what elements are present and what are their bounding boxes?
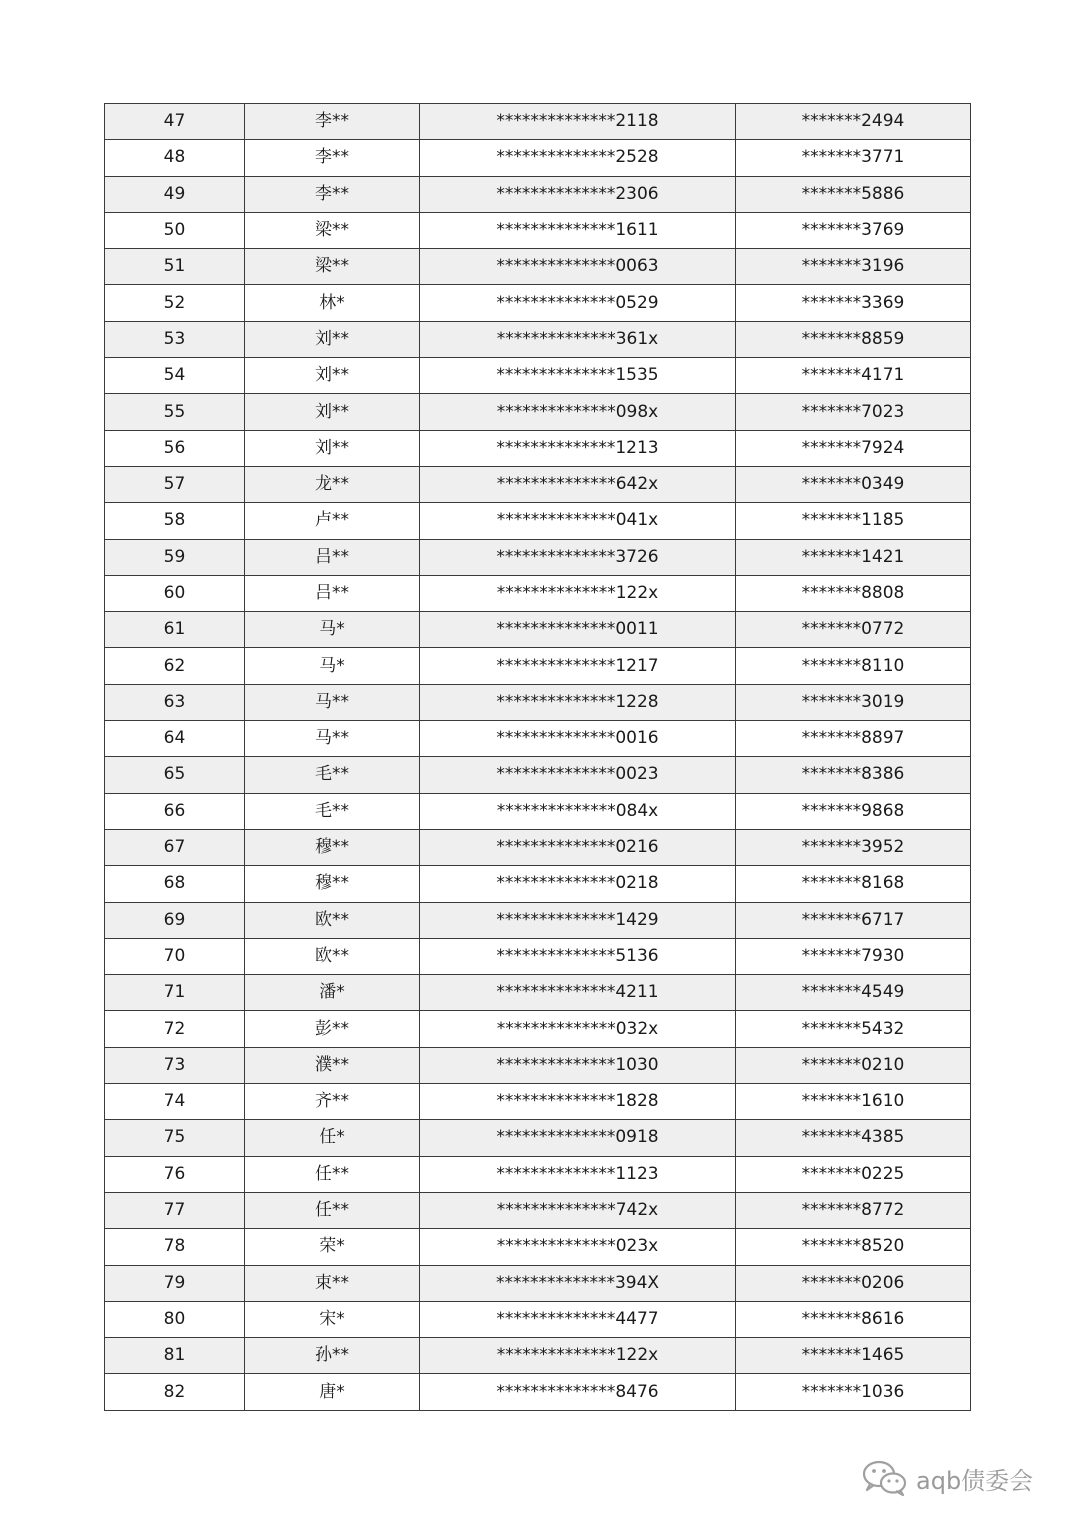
row-number-cell: 61 [105, 612, 245, 648]
name-cell: 彭** [245, 1011, 420, 1047]
name-cell: 任** [245, 1192, 420, 1228]
id-number-cell: **************122x [420, 575, 736, 611]
name-cell: 刘** [245, 394, 420, 430]
phone-number-cell: *******1036 [736, 1374, 971, 1410]
row-number-cell: 54 [105, 358, 245, 394]
phone-number-cell: *******8772 [736, 1192, 971, 1228]
table-row [105, 321, 971, 357]
phone-number-cell: *******8859 [736, 321, 971, 357]
table-row [105, 829, 971, 865]
phone-number-cell: *******5886 [736, 176, 971, 212]
id-number-cell: **************0529 [420, 285, 736, 321]
table-row [105, 104, 971, 140]
name-cell: 欧** [245, 902, 420, 938]
phone-number-cell: *******8110 [736, 648, 971, 684]
phone-number-cell: *******7930 [736, 938, 971, 974]
id-number-cell: **************098x [420, 394, 736, 430]
id-number-cell: **************1429 [420, 902, 736, 938]
row-number-cell: 53 [105, 321, 245, 357]
table-row [105, 866, 971, 902]
name-cell: 马** [245, 721, 420, 757]
row-number-cell: 63 [105, 684, 245, 720]
row-number-cell: 49 [105, 176, 245, 212]
id-number-cell: **************742x [420, 1192, 736, 1228]
phone-number-cell: *******4171 [736, 358, 971, 394]
name-cell: 孙** [245, 1338, 420, 1374]
phone-number-cell: *******5432 [736, 1011, 971, 1047]
phone-number-cell: *******7924 [736, 430, 971, 466]
creditor-table [104, 103, 971, 1411]
id-number-cell: **************8476 [420, 1374, 736, 1410]
row-number-cell: 75 [105, 1120, 245, 1156]
id-number-cell: **************0023 [420, 757, 736, 793]
name-cell: 刘** [245, 358, 420, 394]
id-number-cell: **************1217 [420, 648, 736, 684]
id-number-cell: **************0218 [420, 866, 736, 902]
row-number-cell: 50 [105, 212, 245, 248]
table-row [105, 1011, 971, 1047]
name-cell: 束** [245, 1265, 420, 1301]
table-row [105, 1301, 971, 1337]
name-cell: 刘** [245, 430, 420, 466]
phone-number-cell: *******3369 [736, 285, 971, 321]
phone-number-cell: *******1421 [736, 539, 971, 575]
phone-number-cell: *******6717 [736, 902, 971, 938]
name-cell: 李** [245, 104, 420, 140]
table-row [105, 793, 971, 829]
table-row [105, 539, 971, 575]
id-number-cell: **************361x [420, 321, 736, 357]
row-number-cell: 56 [105, 430, 245, 466]
row-number-cell: 66 [105, 793, 245, 829]
table-row [105, 648, 971, 684]
id-number-cell: **************5136 [420, 938, 736, 974]
name-cell: 李** [245, 176, 420, 212]
row-number-cell: 73 [105, 1047, 245, 1083]
table-row [105, 975, 971, 1011]
phone-number-cell: *******8897 [736, 721, 971, 757]
table-row [105, 140, 971, 176]
table-row [105, 1192, 971, 1228]
table-row [105, 1084, 971, 1120]
phone-number-cell: *******8808 [736, 575, 971, 611]
row-number-cell: 55 [105, 394, 245, 430]
table-row [105, 1338, 971, 1374]
row-number-cell: 74 [105, 1084, 245, 1120]
row-number-cell: 72 [105, 1011, 245, 1047]
phone-number-cell: *******3196 [736, 249, 971, 285]
name-cell: 穆** [245, 866, 420, 902]
name-cell: 刘** [245, 321, 420, 357]
name-cell: 潘* [245, 975, 420, 1011]
phone-number-cell: *******3019 [736, 684, 971, 720]
id-number-cell: **************0016 [420, 721, 736, 757]
phone-number-cell: *******1465 [736, 1338, 971, 1374]
phone-number-cell: *******0206 [736, 1265, 971, 1301]
id-number-cell: **************1535 [420, 358, 736, 394]
name-cell: 濮** [245, 1047, 420, 1083]
name-cell: 梁** [245, 249, 420, 285]
table-row [105, 1120, 971, 1156]
name-cell: 吕** [245, 539, 420, 575]
row-number-cell: 69 [105, 902, 245, 938]
row-number-cell: 58 [105, 503, 245, 539]
phone-number-cell: *******9868 [736, 793, 971, 829]
name-cell: 马* [245, 612, 420, 648]
table-row [105, 1265, 971, 1301]
phone-number-cell: *******3769 [736, 212, 971, 248]
row-number-cell: 68 [105, 866, 245, 902]
phone-number-cell: *******8616 [736, 1301, 971, 1337]
name-cell: 马* [245, 648, 420, 684]
phone-number-cell: *******4385 [736, 1120, 971, 1156]
phone-number-cell: *******1185 [736, 503, 971, 539]
id-number-cell: **************1228 [420, 684, 736, 720]
name-cell: 齐** [245, 1084, 420, 1120]
id-number-cell: **************4477 [420, 1301, 736, 1337]
phone-number-cell: *******3952 [736, 829, 971, 865]
table-row [105, 394, 971, 430]
phone-number-cell: *******1610 [736, 1084, 971, 1120]
table-row [105, 430, 971, 466]
watermark [862, 1458, 1033, 1498]
id-number-cell: **************0063 [420, 249, 736, 285]
id-number-cell: **************1030 [420, 1047, 736, 1083]
id-number-cell: **************1213 [420, 430, 736, 466]
name-cell: 龙** [245, 466, 420, 502]
id-number-cell: **************642x [420, 466, 736, 502]
row-number-cell: 51 [105, 249, 245, 285]
row-number-cell: 70 [105, 938, 245, 974]
id-number-cell: **************0918 [420, 1120, 736, 1156]
phone-number-cell: *******3771 [736, 140, 971, 176]
id-number-cell: **************4211 [420, 975, 736, 1011]
name-cell: 卢** [245, 503, 420, 539]
phone-number-cell: *******8386 [736, 757, 971, 793]
id-number-cell: **************084x [420, 793, 736, 829]
id-number-cell: **************2528 [420, 140, 736, 176]
id-number-cell: **************1123 [420, 1156, 736, 1192]
row-number-cell: 77 [105, 1192, 245, 1228]
name-cell: 吕** [245, 575, 420, 611]
phone-number-cell: *******8520 [736, 1229, 971, 1265]
row-number-cell: 67 [105, 829, 245, 865]
row-number-cell: 47 [105, 104, 245, 140]
table-row [105, 358, 971, 394]
table-row [105, 503, 971, 539]
row-number-cell: 52 [105, 285, 245, 321]
phone-number-cell: *******0225 [736, 1156, 971, 1192]
table-row [105, 1374, 971, 1410]
row-number-cell: 60 [105, 575, 245, 611]
phone-number-cell: *******4549 [736, 975, 971, 1011]
name-cell: 毛** [245, 793, 420, 829]
row-number-cell: 59 [105, 539, 245, 575]
row-number-cell: 78 [105, 1229, 245, 1265]
row-number-cell: 82 [105, 1374, 245, 1410]
row-number-cell: 76 [105, 1156, 245, 1192]
id-number-cell: **************394X [420, 1265, 736, 1301]
name-cell: 任** [245, 1156, 420, 1192]
name-cell: 李** [245, 140, 420, 176]
row-number-cell: 62 [105, 648, 245, 684]
table-row [105, 285, 971, 321]
id-number-cell: **************0216 [420, 829, 736, 865]
table-row [105, 612, 971, 648]
watermark-text: aqb债委会 [916, 1466, 1034, 1495]
phone-number-cell: *******7023 [736, 394, 971, 430]
phone-number-cell: *******0210 [736, 1047, 971, 1083]
name-cell: 毛** [245, 757, 420, 793]
id-number-cell: **************1611 [420, 212, 736, 248]
table-row [105, 176, 971, 212]
table-row [105, 1156, 971, 1192]
row-number-cell: 80 [105, 1301, 245, 1337]
table-row [105, 1229, 971, 1265]
id-number-cell: **************0011 [420, 612, 736, 648]
name-cell: 林* [245, 285, 420, 321]
creditor-table-container [104, 103, 970, 1411]
row-number-cell: 71 [105, 975, 245, 1011]
table-row [105, 721, 971, 757]
id-number-cell: **************023x [420, 1229, 736, 1265]
id-number-cell: **************2118 [420, 104, 736, 140]
name-cell: 唐* [245, 1374, 420, 1410]
id-number-cell: **************032x [420, 1011, 736, 1047]
wechat-icon [862, 1459, 908, 1497]
row-number-cell: 48 [105, 140, 245, 176]
table-row [105, 575, 971, 611]
name-cell: 宋* [245, 1301, 420, 1337]
row-number-cell: 79 [105, 1265, 245, 1301]
id-number-cell: **************122x [420, 1338, 736, 1374]
id-number-cell: **************2306 [420, 176, 736, 212]
name-cell: 任* [245, 1120, 420, 1156]
phone-number-cell: *******8168 [736, 866, 971, 902]
id-number-cell: **************041x [420, 503, 736, 539]
name-cell: 荣* [245, 1229, 420, 1265]
table-row [105, 466, 971, 502]
table-body [105, 104, 971, 1411]
row-number-cell: 57 [105, 466, 245, 502]
row-number-cell: 64 [105, 721, 245, 757]
table-row [105, 684, 971, 720]
id-number-cell: **************3726 [420, 539, 736, 575]
table-row [105, 212, 971, 248]
id-number-cell: **************1828 [420, 1084, 736, 1120]
name-cell: 梁** [245, 212, 420, 248]
name-cell: 穆** [245, 829, 420, 865]
row-number-cell: 65 [105, 757, 245, 793]
name-cell: 欧** [245, 938, 420, 974]
table-row [105, 902, 971, 938]
name-cell: 马** [245, 684, 420, 720]
phone-number-cell: *******0349 [736, 466, 971, 502]
phone-number-cell: *******2494 [736, 104, 971, 140]
table-row [105, 1047, 971, 1083]
table-row [105, 249, 971, 285]
phone-number-cell: *******0772 [736, 612, 971, 648]
row-number-cell: 81 [105, 1338, 245, 1374]
table-row [105, 938, 971, 974]
table-row [105, 757, 971, 793]
